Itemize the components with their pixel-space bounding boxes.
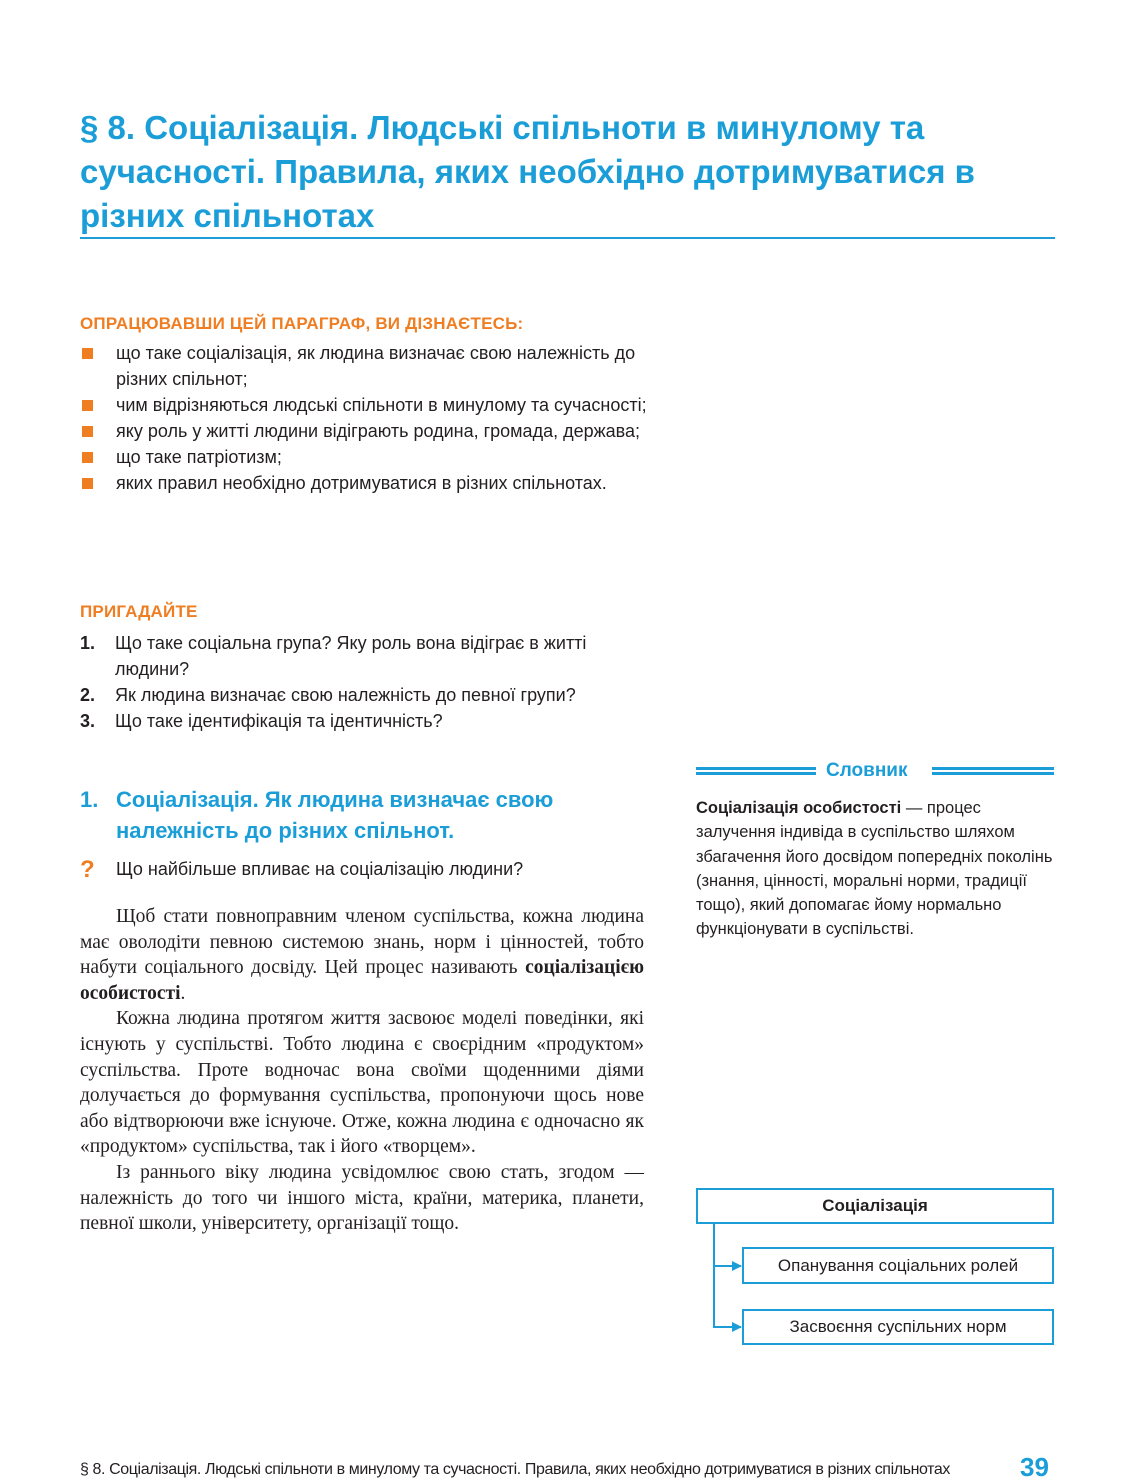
question-mark-icon: ? xyxy=(80,856,95,883)
list-item-text: Що таке ідентифікація та ідентичність? xyxy=(115,711,443,731)
bold-term: соціалізацією особистості xyxy=(80,957,644,1004)
glossary-entry xyxy=(696,796,1056,942)
diagram-sub-box: Засвоєння суспільних норм xyxy=(742,1309,1054,1345)
item-number: 2. xyxy=(80,685,96,705)
list-item-text: що таке патріотизм; xyxy=(116,447,282,467)
list-item xyxy=(80,682,650,708)
list-item-text: яких правил необхідно дотримуватися в різних спільнотах. xyxy=(116,473,607,493)
glossary-heading: Словник xyxy=(826,760,908,781)
recall-heading: ПРИГАДАЙТЕ xyxy=(80,602,198,621)
paragraph: Щоб стати повноправним членом суспільства, кожна людина має оволодіти певною системою знань, норм і цінностей, тобто набути соціального досвіду. Цей процес називають соціалізацією особистості. xyxy=(80,906,644,1004)
square-bullet-icon xyxy=(82,400,93,411)
list-item-text: Що таке соціальна група? Яку роль вона відіграє в житті людини? xyxy=(115,633,587,679)
paragraph: Із раннього віку людина усвідомлює свою стать, згодом — належність до того чи іншого міста, країни, материка, планети, певної школи, університету, організації тощо. xyxy=(80,1161,644,1235)
list-item-text: яку роль у житті людини відіграють родина, громада, держава; xyxy=(116,421,641,441)
square-bullet-icon xyxy=(82,426,93,437)
square-bullet-icon xyxy=(82,452,93,463)
list-item xyxy=(80,708,650,734)
learn-heading: ОПРАЦЮВАВШИ ЦЕЙ ПАРАГРАФ, ВИ ДІЗНАЄТЕСЬ: xyxy=(80,314,524,333)
square-bullet-icon xyxy=(82,348,93,359)
running-footer: § 8. Соціалізація. Людські спільноти в минулому та сучасності. Правила, яких необхідно дотримуватися в різних спільнотах xyxy=(80,1461,951,1478)
list-item xyxy=(80,340,650,392)
glossary-rule-right xyxy=(932,767,1054,777)
diagram-main-box: Соціалізація xyxy=(696,1188,1054,1224)
recall-list xyxy=(80,630,650,734)
list-item xyxy=(80,630,650,682)
page-title: § 8. Соціалізація. Людські спільноти в минулому та сучасності. Правила, яких необхідно дотримуватися в різних спільнотах xyxy=(80,109,975,234)
list-item-text: Як людина визначає свою належність до певної групи? xyxy=(115,685,576,705)
learn-list xyxy=(80,340,650,496)
section-question: Що найбільше впливає на соціалізацію людини? xyxy=(116,859,524,879)
glossary-rule-left xyxy=(696,767,816,777)
item-number: 1. xyxy=(80,633,96,653)
list-item-text: чим відрізняються людські спільноти в минулому та сучасності; xyxy=(116,395,647,415)
title-divider xyxy=(80,237,1055,239)
glossary-definition: — процес залучення індивіда в суспільство шляхом збагачення його досвідом попередніх поколінь (знання, цінності, моральні норми, традиції тощо), який допомагає йому нормально функціонувати в суспільстві. xyxy=(696,799,1053,939)
section-title: Соціалізація. Як людина визначає свою належність до різних спільнот. xyxy=(116,787,554,843)
list-item xyxy=(80,470,650,496)
list-item-text: що таке соціалізація, як людина визначає свою належність до різних спільнот; xyxy=(116,343,636,389)
glossary-term: Соціалізація особистості xyxy=(696,799,902,817)
section-heading xyxy=(80,784,640,846)
list-item xyxy=(80,392,650,418)
list-item xyxy=(80,444,650,470)
square-bullet-icon xyxy=(82,478,93,489)
section-number: 1. xyxy=(80,787,99,812)
body-text xyxy=(80,904,644,1237)
item-number: 3. xyxy=(80,711,96,731)
list-item xyxy=(80,418,650,444)
paragraph: Кожна людина протягом життя засвоює моделі поведінки, які існують у суспільстві. Тобто людина є своєрідним «продуктом» суспільства. Проте водночас вона своїми щоденними діями долучається до формування суспільства, пропонуючи щось нове або відтворюючи вже існуюче. Отже, кожна людина є одночасно як «продуктом» суспільства, так і його «творцем». xyxy=(80,1008,644,1158)
page-number: 39 xyxy=(1020,1452,1049,1482)
diagram-sub-box: Опанування соціальних ролей xyxy=(742,1247,1054,1284)
